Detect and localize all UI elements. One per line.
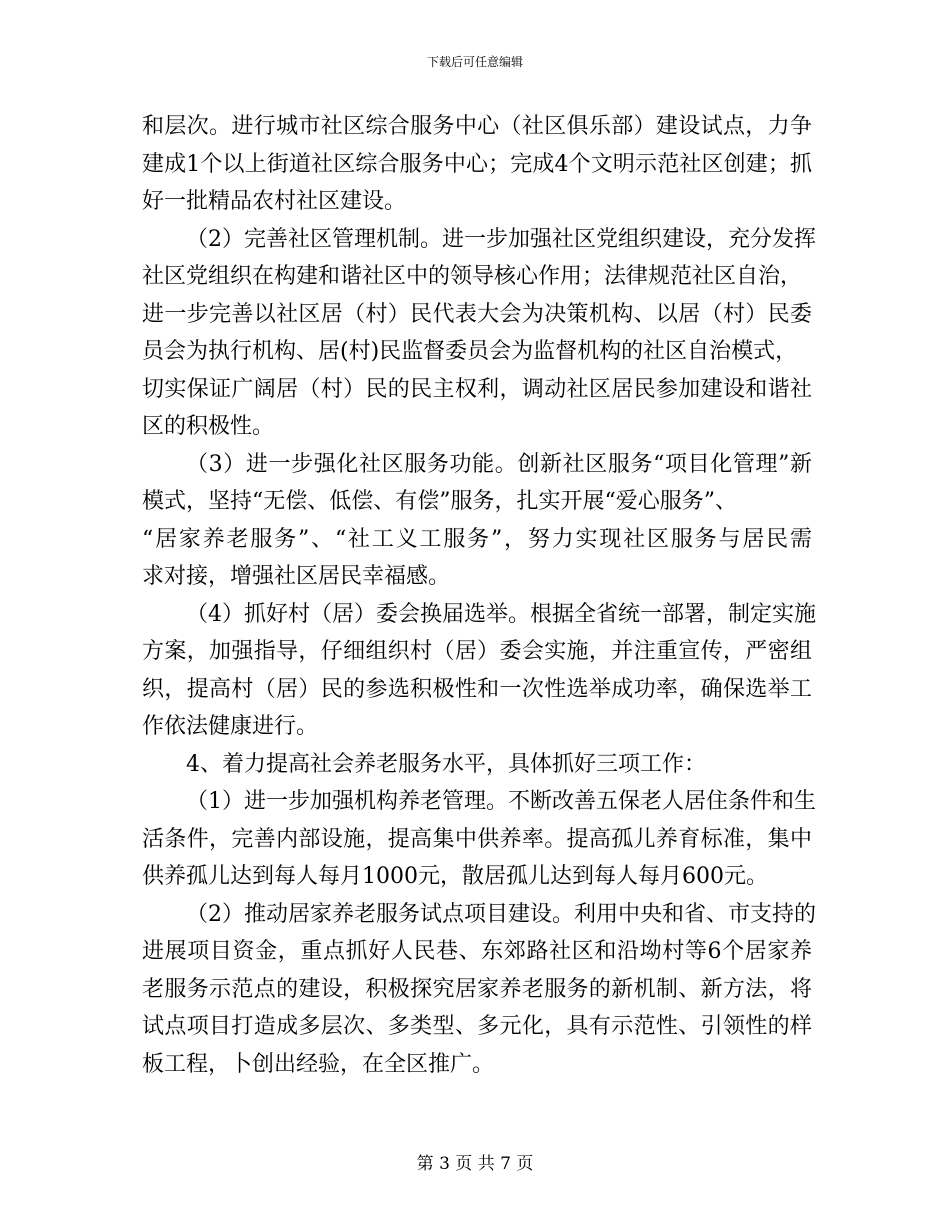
text-line: 方案，加强指导，仔细组织村（居）委会实施，并注重宣传，严密组 xyxy=(142,639,812,664)
text-line: （3）进一步强化社区服务功能。创新社区服务“项目化管理”新 xyxy=(186,451,812,477)
text-line: 模式，坚持“无偿、低偿、有偿”服务，扎实开展“爱心服务”、 xyxy=(142,489,737,514)
text-line: “居家养老服务”、“社工义工服务”，努力实现社区服务与居民需 xyxy=(142,526,812,552)
text-line: （2）完善社区管理机制。进一步加强社区党组织建设，充分发挥 xyxy=(186,226,816,252)
text-line: （4）抓好村（居）委会换届选举。根据全省统一部署，制定实施 xyxy=(186,601,816,627)
text-line: 老服务示范点的建设，积极探究居家养老服务的新机制、新方法，将 xyxy=(142,976,812,1002)
page-header: 下载后可任意编辑 xyxy=(426,55,523,69)
text-line: 社区党组织在构建和谐社区中的领导核心作用；法律规范社区自治， xyxy=(142,264,803,289)
section-heading: 4、着力提高社会养老服务水平，具体抓好三项工作： xyxy=(186,751,706,777)
text-line: 试点项目打造成多层次、多类型、多元化，具有示范性、引领性的样 xyxy=(142,1014,812,1039)
text-line: 活条件，完善内部设施，提高集中供养率。提高孤儿养育标准，集中 xyxy=(142,826,812,852)
text-line: 好一批精品农村社区建设。 xyxy=(142,189,407,214)
text-line: （1）进一步加强机构养老管理。不断改善五保老人居住条件和生 xyxy=(186,789,816,814)
text-line: 板工程，卜创出经验，在全区推广。 xyxy=(142,1051,495,1077)
text-line: 进一步完善以社区居（村）民代表大会为决策机构、以居（村）民委 xyxy=(142,301,812,327)
text-line: 切实保证广阔居（村）民的民主权利，调动社区居民参加建设和谐社 xyxy=(142,376,812,402)
text-line: 求对接，增强社区居民幸福感。 xyxy=(142,564,451,589)
text-line: 作依法健康进行。 xyxy=(142,714,319,739)
text-line: 建成1个以上街道社区综合服务中心；完成4个文明示范社区创建；抓 xyxy=(142,151,812,177)
text-line: （2）推动居家养老服务试点项目建设。利用中央和省、市支持的 xyxy=(186,901,816,927)
text-line: 进展项目资金，重点抓好人民巷、东郊路社区和沿坳村等6个居家养 xyxy=(142,939,812,964)
text-line: 织，提高村（居）民的参选积极性和一次性选举成功率，确保选举工 xyxy=(142,676,812,702)
text-line: 员会为执行机构、居(村)民监督委员会为监督机构的社区自治模式， xyxy=(142,339,798,364)
text-line: 和层次。进行城市社区综合服务中心（社区俱乐部）建设试点，力争 xyxy=(142,114,812,139)
text-line: 区的积极性。 xyxy=(142,414,275,439)
document-body xyxy=(142,108,816,1083)
page-number: 第 3 页 共 7 页 xyxy=(416,1154,534,1174)
text-line: 供养孤儿达到每人每月1000元，散居孤儿达到每人每月600元。 xyxy=(142,864,768,889)
